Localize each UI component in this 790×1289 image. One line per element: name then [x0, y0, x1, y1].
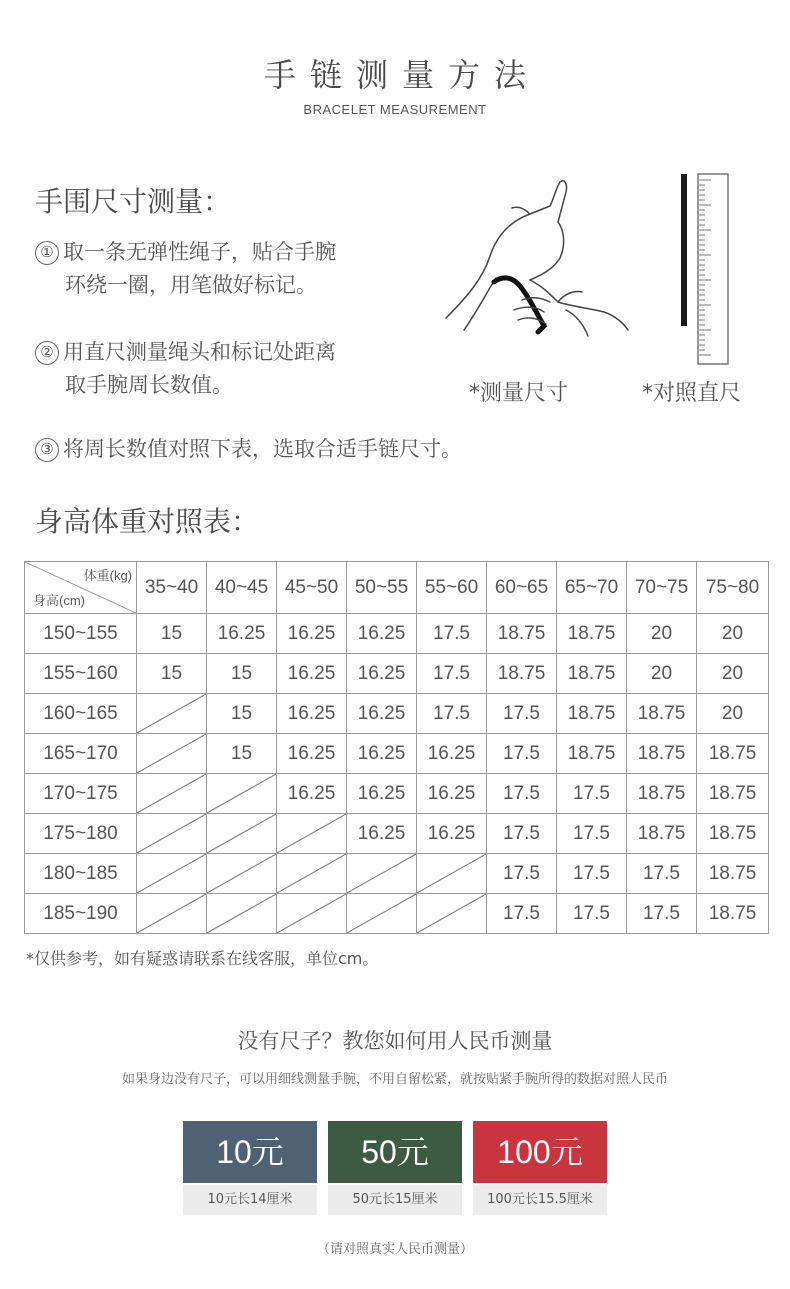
bill-10-face: 10元 [183, 1121, 317, 1183]
currency-title: 没有尺子？教您如何用人民币测量 [237, 1029, 553, 1053]
size-cell: 17.5 [417, 654, 487, 694]
weight-column-header: 45~50 [277, 562, 347, 614]
size-cell: 18.75 [627, 774, 697, 814]
size-cell: 16.25 [347, 814, 417, 854]
empty-cell [417, 894, 487, 934]
empty-cell [137, 854, 207, 894]
size-cell: 17.5 [557, 854, 627, 894]
size-cell: 17.5 [487, 694, 557, 734]
size-cell: 17.5 [557, 814, 627, 854]
size-cell: 18.75 [697, 734, 769, 774]
height-row-label: 175~180 [25, 814, 137, 854]
weight-column-header: 75~80 [697, 562, 769, 614]
size-cell: 15 [137, 614, 207, 654]
size-cell: 16.25 [277, 774, 347, 814]
table-row [25, 614, 769, 654]
size-cell: 16.25 [347, 734, 417, 774]
size-cell: 16.25 [347, 654, 417, 694]
size-cell: 15 [137, 654, 207, 694]
page-subtitle: BRACELET MEASUREMENT [303, 102, 487, 117]
size-cell: 18.75 [557, 654, 627, 694]
size-cell: 18.75 [697, 854, 769, 894]
empty-cell [277, 814, 347, 854]
bill-100-length: 100元长15.5厘米 [473, 1185, 607, 1215]
currency-description: 如果身边没有尺子，可以用细线测量手腕，不用自留松紧，就按贴紧手腕所得的数据对照人民币 [121, 1072, 668, 1087]
table-row [25, 694, 769, 734]
weight-column-header: 40~45 [207, 562, 277, 614]
bill-10 [183, 1121, 317, 1215]
empty-cell [137, 694, 207, 734]
height-row-label: 150~155 [25, 614, 137, 654]
step-3 [35, 433, 462, 466]
height-row-label: 170~175 [25, 774, 137, 814]
size-cell: 16.25 [277, 614, 347, 654]
empty-cell [137, 894, 207, 934]
size-cell: 18.75 [627, 814, 697, 854]
size-cell: 18.75 [627, 734, 697, 774]
size-cell: 20 [697, 614, 769, 654]
empty-cell [417, 854, 487, 894]
size-cell: 20 [697, 654, 769, 694]
size-cell: 15 [207, 734, 277, 774]
empty-cell [277, 854, 347, 894]
weight-column-header: 55~60 [417, 562, 487, 614]
bill-100 [473, 1121, 607, 1215]
size-cell: 17.5 [417, 694, 487, 734]
size-cell: 15 [207, 694, 277, 734]
wrist-measure-illustration [438, 178, 638, 348]
height-row-label: 180~185 [25, 854, 137, 894]
empty-cell [207, 894, 277, 934]
size-cell: 17.5 [487, 774, 557, 814]
weight-column-header: 50~55 [347, 562, 417, 614]
height-row-label: 165~170 [25, 734, 137, 774]
weight-column-header: 70~75 [627, 562, 697, 614]
size-cell: 17.5 [487, 894, 557, 934]
table-row [25, 734, 769, 774]
height-row-label: 160~165 [25, 694, 137, 734]
bill-10-length: 10元长14厘米 [183, 1185, 317, 1215]
step-1 [35, 236, 336, 302]
size-cell: 16.25 [207, 614, 277, 654]
caption-ruler: *对照直尺 [642, 381, 742, 406]
step-3-line-1: 将周长数值对照下表，选取合适手链尺寸。 [63, 437, 462, 461]
size-cell: 17.5 [417, 614, 487, 654]
size-cell: 16.25 [277, 654, 347, 694]
size-cell: 20 [627, 654, 697, 694]
weight-column-header: 35~40 [137, 562, 207, 614]
step-2-line-1: 用直尺测量绳头和标记处距离 [63, 340, 336, 364]
size-cell: 18.75 [557, 694, 627, 734]
size-cell: 18.75 [487, 614, 557, 654]
empty-cell [277, 894, 347, 934]
size-cell: 16.25 [417, 734, 487, 774]
table-row [25, 894, 769, 934]
size-cell: 16.25 [277, 694, 347, 734]
weight-column-header: 60~65 [487, 562, 557, 614]
table-note: *仅供参考，如有疑惑请联系在线客服，单位cm。 [26, 949, 379, 968]
empty-cell [207, 774, 277, 814]
weight-column-header: 65~70 [557, 562, 627, 614]
table-heading: 身高体重对照表： [35, 505, 260, 538]
size-cell: 16.25 [417, 814, 487, 854]
size-chart-table [24, 561, 768, 933]
height-row-label: 185~190 [25, 894, 137, 934]
size-cell: 16.25 [417, 774, 487, 814]
size-cell: 17.5 [487, 734, 557, 774]
empty-cell [347, 854, 417, 894]
empty-cell [207, 814, 277, 854]
step-2-line-2: 取手腕周长数值。 [65, 373, 233, 397]
size-cell: 18.75 [697, 814, 769, 854]
ruler-illustration [678, 172, 732, 366]
empty-cell [347, 894, 417, 934]
empty-cell [207, 854, 277, 894]
size-cell: 15 [207, 654, 277, 694]
size-cell: 18.75 [557, 614, 627, 654]
empty-cell [137, 774, 207, 814]
size-cell: 16.25 [347, 614, 417, 654]
step-2 [35, 336, 336, 402]
step-1-line-1: 取一条无弹性绳子，贴合手腕 [63, 240, 336, 264]
bill-50 [328, 1121, 462, 1215]
page-title: 手链测量方法 [263, 56, 540, 94]
size-cell: 17.5 [487, 814, 557, 854]
empty-cell [137, 734, 207, 774]
size-cell: 16.25 [347, 774, 417, 814]
table-row [25, 654, 769, 694]
size-cell: 20 [697, 694, 769, 734]
size-cell: 17.5 [557, 894, 627, 934]
size-cell: 16.25 [277, 734, 347, 774]
bill-50-face: 50元 [328, 1121, 462, 1183]
step-1-number: ① [35, 241, 59, 265]
size-cell: 18.75 [697, 774, 769, 814]
table-row [25, 854, 769, 894]
table-corner-cell [25, 562, 137, 614]
bill-50-length: 50元长15厘米 [328, 1185, 462, 1215]
size-cell: 18.75 [487, 654, 557, 694]
size-cell: 17.5 [627, 894, 697, 934]
height-row-label: 155~160 [25, 654, 137, 694]
size-cell: 18.75 [557, 734, 627, 774]
currency-footer: （请对照真实人民币测量） [316, 1242, 473, 1257]
caption-measure-size: *测量尺寸 [469, 381, 569, 406]
step-1-line-2: 环绕一圈，用笔做好标记。 [65, 273, 317, 297]
size-cell: 20 [627, 614, 697, 654]
size-cell: 17.5 [487, 854, 557, 894]
empty-cell [137, 814, 207, 854]
weight-axis-label: 体重(kg) [83, 568, 132, 583]
step-3-number: ③ [35, 438, 59, 462]
height-axis-label: 身高(cm) [33, 593, 85, 608]
size-cell: 17.5 [627, 854, 697, 894]
size-cell: 18.75 [627, 694, 697, 734]
table-row [25, 814, 769, 854]
size-cell: 17.5 [557, 774, 627, 814]
size-cell: 16.25 [347, 694, 417, 734]
bill-100-face: 100元 [473, 1121, 607, 1183]
table-row [25, 774, 769, 814]
size-cell: 18.75 [697, 894, 769, 934]
step-2-number: ② [35, 341, 59, 365]
measure-heading: 手围尺寸测量： [35, 185, 232, 218]
